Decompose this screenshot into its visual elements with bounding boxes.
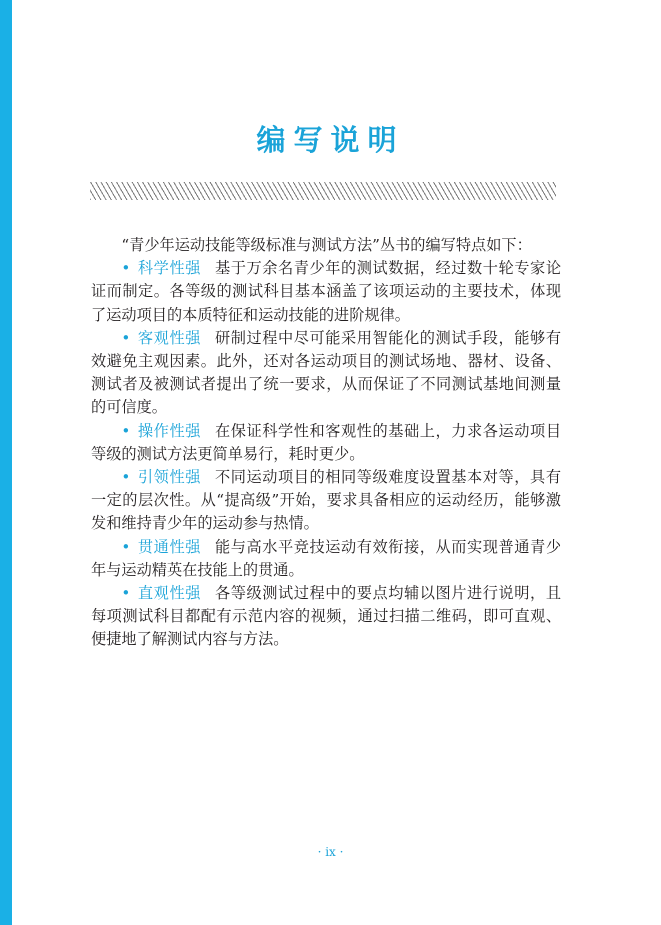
feature-label: 贯通性强 — [137, 537, 201, 556]
preface-body — [91, 234, 561, 652]
feature-label: 操作性强 — [137, 421, 201, 440]
feature-item-scientific — [91, 257, 561, 327]
feature-label: 客观性强 — [137, 328, 201, 347]
bullet-icon: • — [121, 584, 131, 603]
feature-item-connectivity — [91, 536, 561, 582]
bullet-icon: • — [121, 468, 131, 487]
feature-text: 研制过程中尽可能采用智能化的测试手段，能够有效避免主观因素。此外，还对各运动项目的测试场地、器材、设备、测试者及被测试者提出了统一要求，从而保证了不同测试基地间测量的可信度。 — [91, 328, 562, 417]
feature-item-leading — [91, 466, 561, 536]
page-title: 编写说明 — [256, 123, 405, 157]
feature-item-intuitive — [91, 582, 561, 652]
feature-item-operability — [91, 420, 561, 466]
bullet-icon: • — [121, 259, 131, 278]
feature-label: 直观性强 — [137, 584, 201, 603]
bullet-icon: • — [121, 421, 131, 440]
feature-text: 在保证科学性和客观性的基础上，力求各运动项目等级的测试方法更简单易行，耗时更少。 — [91, 421, 562, 463]
page-number: · ix · — [317, 845, 344, 859]
feature-label: 科学性强 — [137, 259, 201, 278]
bullet-icon: • — [121, 537, 131, 556]
intro-paragraph: “青少年运动技能等级标准与测试方法”丛书的编写特点如下： — [121, 236, 532, 254]
feature-label: 引领性强 — [137, 468, 201, 487]
feature-text: 各等级测试过程中的要点均辅以图片进行说明，且每项测试科目都配有示范内容的视频，通过扫描二维码，即可直观、便捷地了解测试内容与方法。 — [91, 584, 562, 649]
feature-item-objective — [91, 327, 561, 420]
feature-text: 能与高水平竞技运动有效衔接，从而实现普通青少年与运动精英在技能上的贯通。 — [91, 537, 562, 579]
bullet-icon: • — [121, 328, 131, 347]
hatched-divider — [90, 182, 556, 200]
feature-text: 不同运动项目的相同等级难度设置基本对等，具有一定的层次性。从“提高级”开始，要求具备相应的运动经历，能够激发和维持青少年的运动参与热情。 — [91, 468, 562, 533]
feature-text: 基于万余名青少年的测试数据，经过数十轮专家论证而制定。各等级的测试科目基本涵盖了该项运动的主要技术，体现了运动项目的本质特征和运动技能的进阶规律。 — [91, 259, 562, 324]
